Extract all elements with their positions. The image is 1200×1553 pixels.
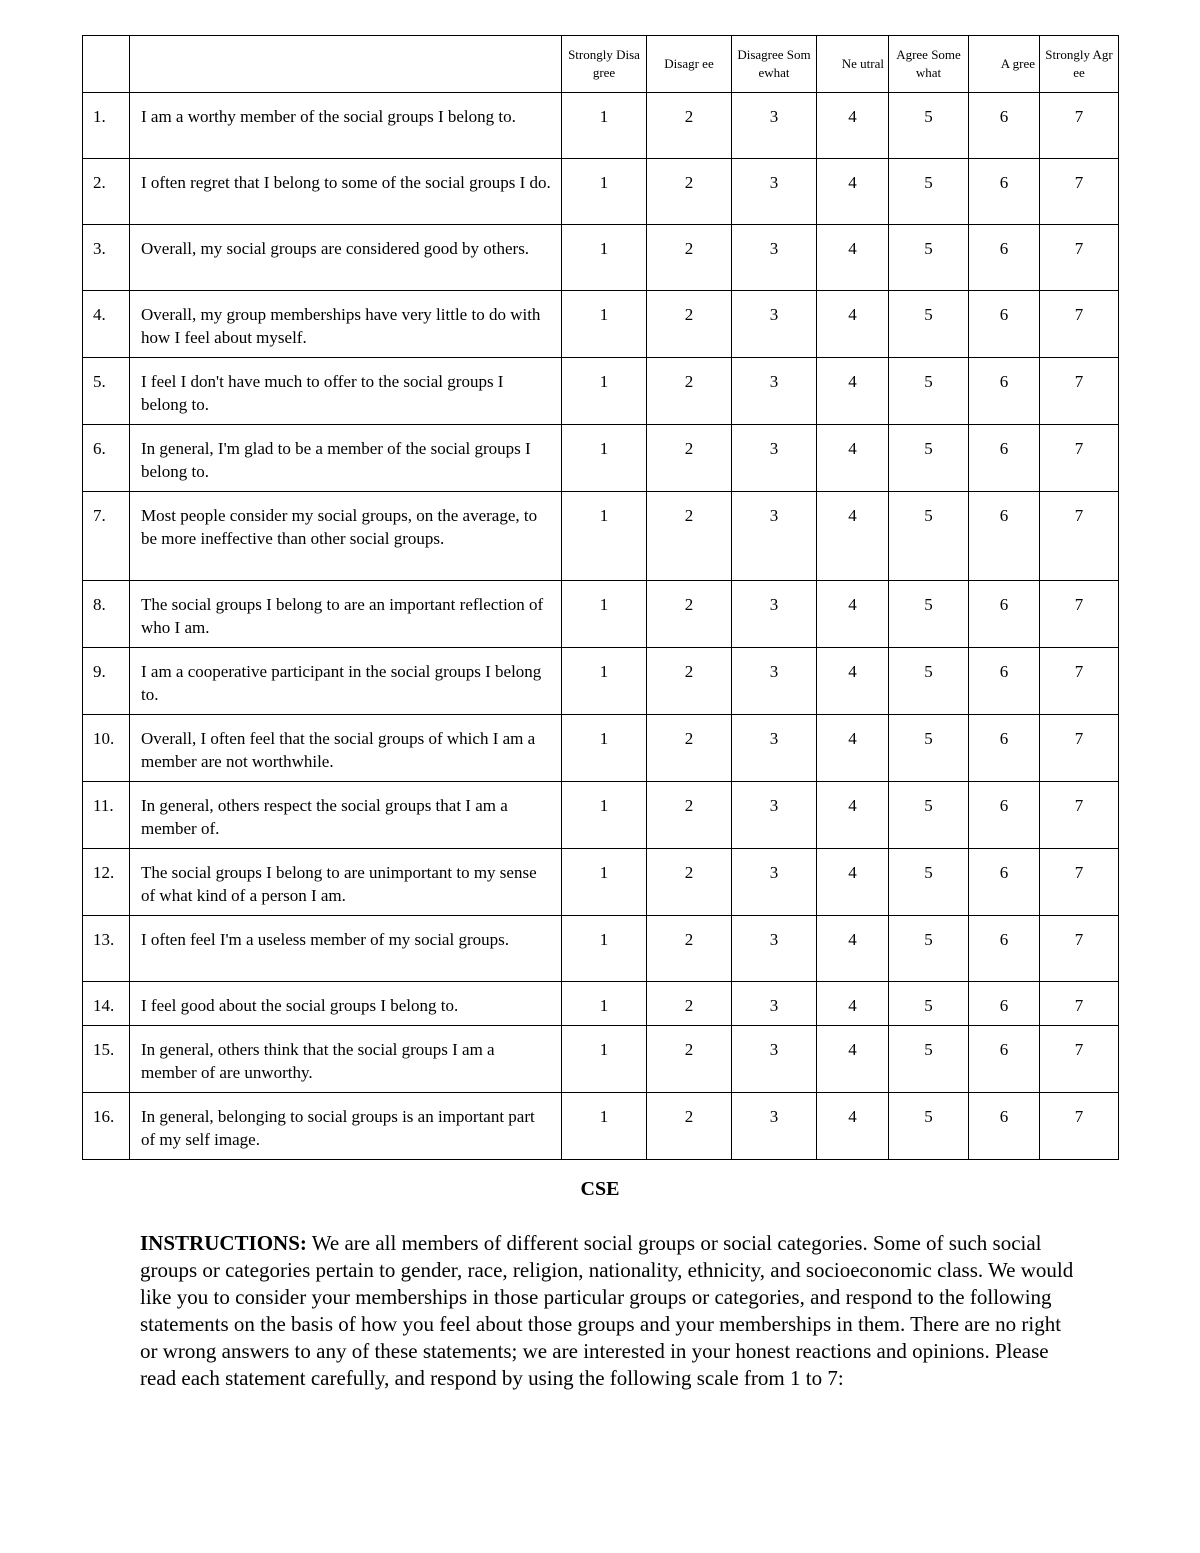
- scale-option-1[interactable]: 1: [562, 715, 647, 782]
- scale-option-6[interactable]: 6: [969, 581, 1040, 648]
- item-statement: Overall, I often feel that the social groups of which I am a member are not worthwhile.: [130, 715, 562, 782]
- scale-option-6[interactable]: 6: [969, 225, 1040, 291]
- scale-option-7[interactable]: 7: [1040, 916, 1119, 982]
- item-number: 11.: [83, 782, 130, 849]
- header-strongly-agree-label: Strongly Agree: [1045, 47, 1113, 80]
- scale-option-3[interactable]: 3: [732, 648, 817, 715]
- scale-option-1[interactable]: 1: [562, 1026, 647, 1093]
- scale-option-2[interactable]: 2: [647, 715, 732, 782]
- header-agree-somewhat-label: Agree Somewhat: [896, 47, 961, 80]
- table-row: [83, 225, 1119, 291]
- scale-option-1[interactable]: 1: [562, 159, 647, 225]
- scale-option-4[interactable]: 4: [817, 982, 889, 1026]
- scale-option-2[interactable]: 2: [647, 982, 732, 1026]
- scale-option-5[interactable]: 5: [889, 225, 969, 291]
- header-strongly-disagree: [562, 36, 647, 93]
- scale-option-4[interactable]: 4: [817, 1093, 889, 1160]
- table-row: [83, 93, 1119, 159]
- scale-option-2[interactable]: 2: [647, 1026, 732, 1093]
- scale-option-5[interactable]: 5: [889, 782, 969, 849]
- scale-option-7[interactable]: 7: [1040, 849, 1119, 916]
- table-row: [83, 982, 1119, 1026]
- scale-option-7[interactable]: 7: [1040, 291, 1119, 358]
- scale-option-1[interactable]: 1: [562, 982, 647, 1026]
- scale-option-6[interactable]: 6: [969, 159, 1040, 225]
- scale-option-2[interactable]: 2: [647, 648, 732, 715]
- scale-option-2[interactable]: 2: [647, 358, 732, 425]
- scale-option-4[interactable]: 4: [817, 916, 889, 982]
- scale-option-6[interactable]: 6: [969, 425, 1040, 492]
- table-row: [83, 1093, 1119, 1160]
- scale-option-3[interactable]: 3: [732, 93, 817, 159]
- header-agree-somewhat: [889, 36, 969, 93]
- scale-option-3[interactable]: 3: [732, 916, 817, 982]
- item-number: 12.: [83, 849, 130, 916]
- header-number: [83, 36, 130, 93]
- item-statement: The social groups I belong to are unimportant to my sense of what kind of a person I am.: [130, 849, 562, 916]
- instructions-body: We are all members of different social groups or social categories. Some of such social groups or categories pertain to gender, race, religion, nationality, ethnicity, and socioeconomic class. We would like you to consider your memberships in those particular groups or categories, and respond to the following statements on the basis of how you feel about those groups and your memberships in them. There are no right or wrong answers to any of these statements; we are interested in your honest reactions and opinions. Please read each statement carefully, and respond by using the following scale from 1 to 7:: [140, 1231, 1074, 1390]
- item-statement: Overall, my social groups are considered good by others.: [130, 225, 562, 291]
- scale-option-5[interactable]: 5: [889, 849, 969, 916]
- header-strongly-disagree-label: Strongly Disagree: [568, 47, 640, 80]
- scale-option-7[interactable]: 7: [1040, 358, 1119, 425]
- scale-option-4[interactable]: 4: [817, 648, 889, 715]
- scale-option-1[interactable]: 1: [562, 93, 647, 159]
- scale-option-4[interactable]: 4: [817, 358, 889, 425]
- table-body: [83, 93, 1119, 1160]
- item-statement: I often regret that I belong to some of the social groups I do.: [130, 159, 562, 225]
- scale-option-4[interactable]: 4: [817, 782, 889, 849]
- scale-option-3[interactable]: 3: [732, 225, 817, 291]
- scale-option-3[interactable]: 3: [732, 159, 817, 225]
- item-number: 15.: [83, 1026, 130, 1093]
- item-statement: I often feel I'm a useless member of my social groups.: [130, 916, 562, 982]
- scale-option-7[interactable]: 7: [1040, 782, 1119, 849]
- table-row: [83, 425, 1119, 492]
- scale-option-6[interactable]: 6: [969, 358, 1040, 425]
- scale-option-1[interactable]: 1: [562, 425, 647, 492]
- header-disagree-somewhat-label: Disagree Somewhat: [737, 47, 811, 80]
- table-row: [83, 782, 1119, 849]
- item-number: 7.: [83, 492, 130, 581]
- scale-option-1[interactable]: 1: [562, 782, 647, 849]
- scale-option-1[interactable]: 1: [562, 648, 647, 715]
- item-statement: The social groups I belong to are an important reflection of who I am.: [130, 581, 562, 648]
- item-statement: Most people consider my social groups, on the average, to be more ineffective than other social groups.: [130, 492, 562, 581]
- scale-option-7[interactable]: 7: [1040, 1026, 1119, 1093]
- item-number: 9.: [83, 648, 130, 715]
- scale-option-2[interactable]: 2: [647, 225, 732, 291]
- header-disagree: [647, 36, 732, 93]
- table-row: [83, 715, 1119, 782]
- scale-option-6[interactable]: 6: [969, 849, 1040, 916]
- scale-option-6[interactable]: 6: [969, 492, 1040, 581]
- scale-option-3[interactable]: 3: [732, 782, 817, 849]
- scale-option-3[interactable]: 3: [732, 358, 817, 425]
- scale-option-1[interactable]: 1: [562, 225, 647, 291]
- questionnaire-table: [82, 35, 1119, 1160]
- scale-option-5[interactable]: 5: [889, 425, 969, 492]
- table-row: [83, 916, 1119, 982]
- header-row: [83, 36, 1119, 93]
- scale-option-2[interactable]: 2: [647, 492, 732, 581]
- scale-option-7[interactable]: 7: [1040, 715, 1119, 782]
- scale-option-6[interactable]: 6: [969, 1026, 1040, 1093]
- scale-option-5[interactable]: 5: [889, 492, 969, 581]
- section-title: CSE: [580, 1178, 620, 1200]
- item-statement: In general, others respect the social groups that I am a member of.: [130, 782, 562, 849]
- scale-option-2[interactable]: 2: [647, 291, 732, 358]
- scale-option-5[interactable]: 5: [889, 648, 969, 715]
- scale-option-4[interactable]: 4: [817, 93, 889, 159]
- scale-option-4[interactable]: 4: [817, 1026, 889, 1093]
- scale-option-7[interactable]: 7: [1040, 982, 1119, 1026]
- scale-option-1[interactable]: 1: [562, 492, 647, 581]
- scale-option-7[interactable]: 7: [1040, 93, 1119, 159]
- item-number: 8.: [83, 581, 130, 648]
- scale-option-1[interactable]: 1: [562, 916, 647, 982]
- scale-option-1[interactable]: 1: [562, 1093, 647, 1160]
- table-row: [83, 291, 1119, 358]
- table-row: [83, 492, 1119, 581]
- scale-option-1[interactable]: 1: [562, 358, 647, 425]
- scale-option-5[interactable]: 5: [889, 916, 969, 982]
- item-statement: I feel good about the social groups I belong to.: [130, 982, 562, 1026]
- item-number: 2.: [83, 159, 130, 225]
- scale-option-1[interactable]: 1: [562, 291, 647, 358]
- table-row: [83, 159, 1119, 225]
- table-row: [83, 358, 1119, 425]
- item-number: 4.: [83, 291, 130, 358]
- scale-option-6[interactable]: 6: [969, 648, 1040, 715]
- table-row: [83, 1026, 1119, 1093]
- header-disagree-somewhat: [732, 36, 817, 93]
- scale-option-4[interactable]: 4: [817, 581, 889, 648]
- scale-option-7[interactable]: 7: [1040, 581, 1119, 648]
- scale-option-2[interactable]: 2: [647, 916, 732, 982]
- scale-option-3[interactable]: 3: [732, 492, 817, 581]
- item-number: 14.: [83, 982, 130, 1026]
- scale-option-3[interactable]: 3: [732, 1093, 817, 1160]
- scale-option-4[interactable]: 4: [817, 849, 889, 916]
- scale-option-4[interactable]: 4: [817, 225, 889, 291]
- scale-option-5[interactable]: 5: [889, 1026, 969, 1093]
- scale-option-7[interactable]: 7: [1040, 492, 1119, 581]
- header-statement: [130, 36, 562, 93]
- item-number: 1.: [83, 93, 130, 159]
- scale-option-3[interactable]: 3: [732, 425, 817, 492]
- item-number: 13.: [83, 916, 130, 982]
- scale-option-5[interactable]: 5: [889, 93, 969, 159]
- header-strongly-agree: [1040, 36, 1119, 93]
- table-row: [83, 849, 1119, 916]
- scale-option-3[interactable]: 3: [732, 982, 817, 1026]
- scale-option-3[interactable]: 3: [732, 291, 817, 358]
- scale-option-3[interactable]: 3: [732, 849, 817, 916]
- scale-option-7[interactable]: 7: [1040, 1093, 1119, 1160]
- scale-option-7[interactable]: 7: [1040, 648, 1119, 715]
- scale-option-2[interactable]: 2: [647, 782, 732, 849]
- scale-option-4[interactable]: 4: [817, 492, 889, 581]
- header-neutral: [817, 36, 889, 93]
- scale-option-3[interactable]: 3: [732, 1026, 817, 1093]
- scale-option-5[interactable]: 5: [889, 982, 969, 1026]
- scale-option-3[interactable]: 3: [732, 715, 817, 782]
- item-statement: Overall, my group memberships have very little to do with how I feel about myself.: [130, 291, 562, 358]
- scale-option-2[interactable]: 2: [647, 1093, 732, 1160]
- scale-option-7[interactable]: 7: [1040, 425, 1119, 492]
- table-header: [83, 36, 1119, 93]
- item-number: 10.: [83, 715, 130, 782]
- scale-option-3[interactable]: 3: [732, 581, 817, 648]
- header-agree: [969, 36, 1040, 93]
- scale-option-6[interactable]: 6: [969, 916, 1040, 982]
- scale-option-2[interactable]: 2: [647, 159, 732, 225]
- item-statement: In general, I'm glad to be a member of the social groups I belong to.: [130, 425, 562, 492]
- scale-option-4[interactable]: 4: [817, 159, 889, 225]
- item-statement: In general, others think that the social groups I am a member of are unworthy.: [130, 1026, 562, 1093]
- scale-option-2[interactable]: 2: [647, 581, 732, 648]
- scale-option-5[interactable]: 5: [889, 291, 969, 358]
- scale-option-6[interactable]: 6: [969, 782, 1040, 849]
- header-agree-label: A gree: [1000, 56, 1035, 71]
- item-statement: I am a worthy member of the social groups I belong to.: [130, 93, 562, 159]
- scale-option-5[interactable]: 5: [889, 715, 969, 782]
- scale-option-2[interactable]: 2: [647, 849, 732, 916]
- table-row: [83, 648, 1119, 715]
- scale-option-1[interactable]: 1: [562, 849, 647, 916]
- scale-option-6[interactable]: 6: [969, 982, 1040, 1026]
- item-statement: In general, belonging to social groups is an important part of my self image.: [130, 1093, 562, 1160]
- scale-option-6[interactable]: 6: [969, 93, 1040, 159]
- scale-option-6[interactable]: 6: [969, 715, 1040, 782]
- scale-option-1[interactable]: 1: [562, 581, 647, 648]
- instructions-lead: INSTRUCTIONS:: [140, 1231, 307, 1255]
- scale-option-7[interactable]: 7: [1040, 159, 1119, 225]
- scale-option-6[interactable]: 6: [969, 291, 1040, 358]
- item-number: 3.: [83, 225, 130, 291]
- scale-option-6[interactable]: 6: [969, 1093, 1040, 1160]
- scale-option-4[interactable]: 4: [817, 291, 889, 358]
- header-neutral-label: Ne utral: [841, 56, 884, 71]
- item-number: 5.: [83, 358, 130, 425]
- item-number: 16.: [83, 1093, 130, 1160]
- scale-option-4[interactable]: 4: [817, 715, 889, 782]
- scale-option-5[interactable]: 5: [889, 159, 969, 225]
- scale-option-2[interactable]: 2: [647, 93, 732, 159]
- scale-option-5[interactable]: 5: [889, 1093, 969, 1160]
- item-statement: I feel I don't have much to offer to the social groups I belong to.: [130, 358, 562, 425]
- header-disagree-label: Disagr ee: [664, 56, 714, 71]
- item-statement: I am a cooperative participant in the social groups I belong to.: [130, 648, 562, 715]
- scale-option-5[interactable]: 5: [889, 581, 969, 648]
- scale-option-7[interactable]: 7: [1040, 225, 1119, 291]
- scale-option-2[interactable]: 2: [647, 425, 732, 492]
- instructions-paragraph: [140, 1230, 1080, 1392]
- item-number: 6.: [83, 425, 130, 492]
- table-row: [83, 581, 1119, 648]
- scale-option-5[interactable]: 5: [889, 358, 969, 425]
- scale-option-4[interactable]: 4: [817, 425, 889, 492]
